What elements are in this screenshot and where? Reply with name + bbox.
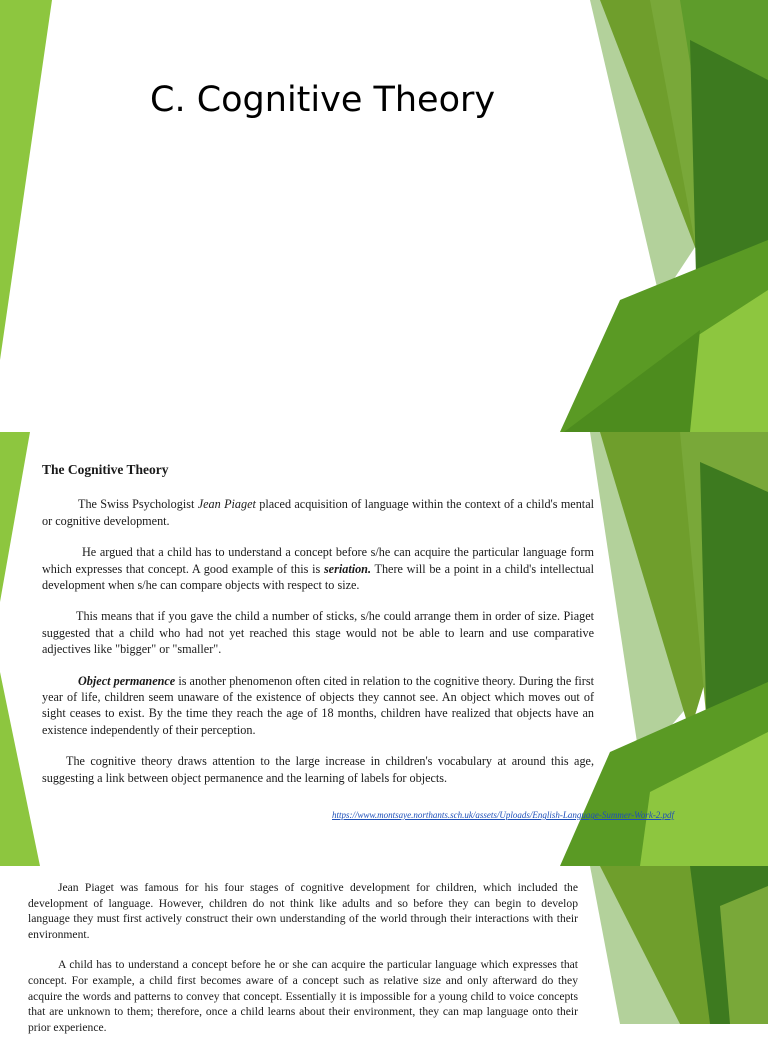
term-object-permanence: Object permanence bbox=[78, 673, 176, 688]
paragraph: A child has to understand a concept before he or she can acquire the particular language which expresses that concept. For example, a child first becomes aware of a concept such as relative size and only afterward do they acquire the words and patterns to convey that concept. Essentially it is impossible for a young child to voice concepts that are unknown to them; therefore, once a child learns about their environment, they can map language onto their prior experience. bbox=[28, 958, 578, 1034]
green-triangle-decoration bbox=[0, 0, 768, 432]
slide-cognitive-theory bbox=[0, 432, 768, 866]
emphasis-name: Jean Piaget bbox=[197, 497, 256, 512]
slide-body bbox=[42, 462, 594, 801]
paragraph: This means that if you gave the child a number of sticks, s/he could arrange them in order of size. Piaget suggested that a child who had not yet reached this stage would not be able to learn and use comparative adjectives like "bigger" or "smaller". bbox=[42, 609, 594, 657]
slide-title bbox=[0, 0, 768, 432]
paragraph: Jean Piaget was famous for his four stages of cognitive development for children, which included the development of language. However, children do not think like adults and so before they can begin to develop language they must first actively construct their own understanding of the world through their interactions with their environment. bbox=[28, 881, 578, 941]
slide-piaget bbox=[0, 866, 768, 1034]
paragraph: The Swiss Psychologist Jean Piaget placed acquisition of language within the context of a child's mental or cognitive development. bbox=[42, 497, 594, 528]
section-heading: The Cognitive Theory bbox=[42, 462, 169, 477]
source-link[interactable]: https://www.montsaye.northants.sch.uk/assets/Uploads/English-Language-Summer-Work-2.pdf bbox=[332, 810, 675, 820]
paragraph: The cognitive theory draws attention to the large increase in children's vocabulary at around this age, suggesting a link between object permanence and the learning of labels for objects. bbox=[42, 754, 594, 785]
slide-body bbox=[28, 880, 578, 1050]
page-title: C. Cognitive Theory bbox=[150, 80, 496, 120]
paragraph: Object permanence is another phenomenon often cited in relation to the cognitive theory. During the first year of life, children seem unaware of the existence of objects they cannot see. An object which moves out of sight ceases to exist. By the time they reach the age of 18 months, children have realized that objects have an existence independently of their perception. bbox=[42, 673, 594, 737]
paragraph: He argued that a child has to understand a concept before s/he can acquire the particular language form which expresses that concept. A good example of this is seriation. There will be a point in a child's intellectual development when s/he can compare objects with respect to size. bbox=[42, 545, 594, 593]
term-seriation: seriation. bbox=[323, 561, 372, 576]
